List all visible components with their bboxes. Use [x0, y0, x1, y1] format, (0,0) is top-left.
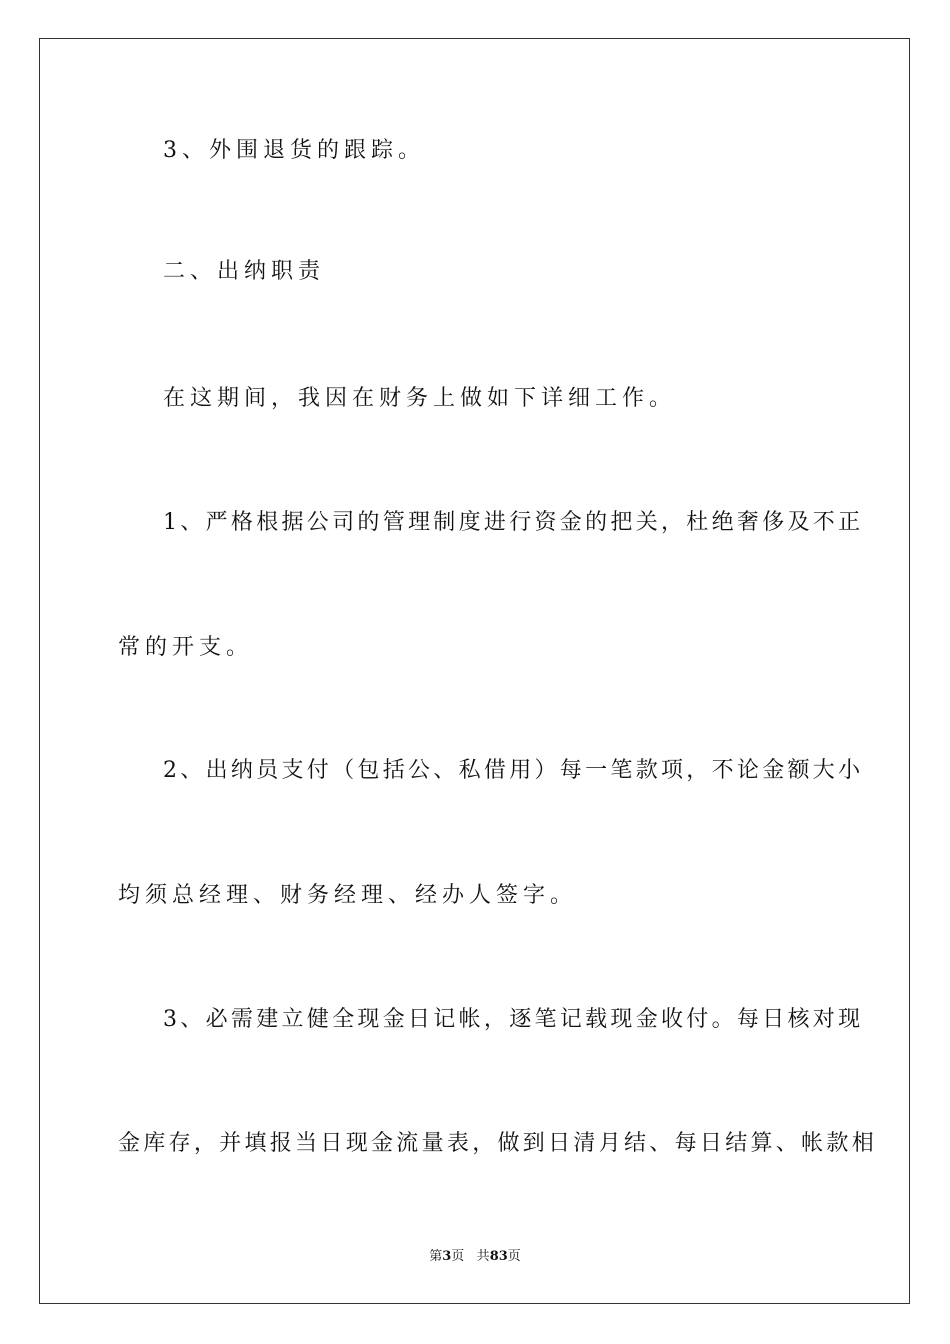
- body-line-6: 2、出纳员支付（包括公、私借用）每一笔款项，不论金额大小: [163, 758, 864, 783]
- body-line-5: 常的开支。: [118, 635, 254, 660]
- body-line-8: 3、必需建立健全现金日记帐，逐笔记载现金收付。每日核对现: [163, 1007, 864, 1032]
- body-line-1: 3、外围退货的跟踪。: [163, 138, 425, 163]
- body-line-4: 1、严格根据公司的管理制度进行资金的把关，杜绝奢侈及不正: [163, 510, 864, 535]
- footer-page-prefix: 第: [429, 1249, 443, 1264]
- footer-total-suffix: 页: [507, 1249, 521, 1264]
- footer-total-prefix: 共: [476, 1249, 490, 1264]
- body-line-9: 金库存，并填报当日现金流量表，做到日清月结、每日结算、帐款相: [118, 1131, 878, 1156]
- footer-page-suffix: 页: [451, 1249, 465, 1264]
- page-frame: [39, 38, 910, 1304]
- page-footer: [0, 1248, 950, 1266]
- footer-page-number: 3: [442, 1249, 452, 1264]
- footer-total-pages: 83: [489, 1249, 508, 1264]
- body-line-7: 均须总经理、财务经理、经办人签字。: [118, 883, 578, 908]
- body-line-3: 在这期间，我因在财务上做如下详细工作。: [163, 386, 677, 411]
- section-heading: 二、出纳职责: [163, 259, 326, 284]
